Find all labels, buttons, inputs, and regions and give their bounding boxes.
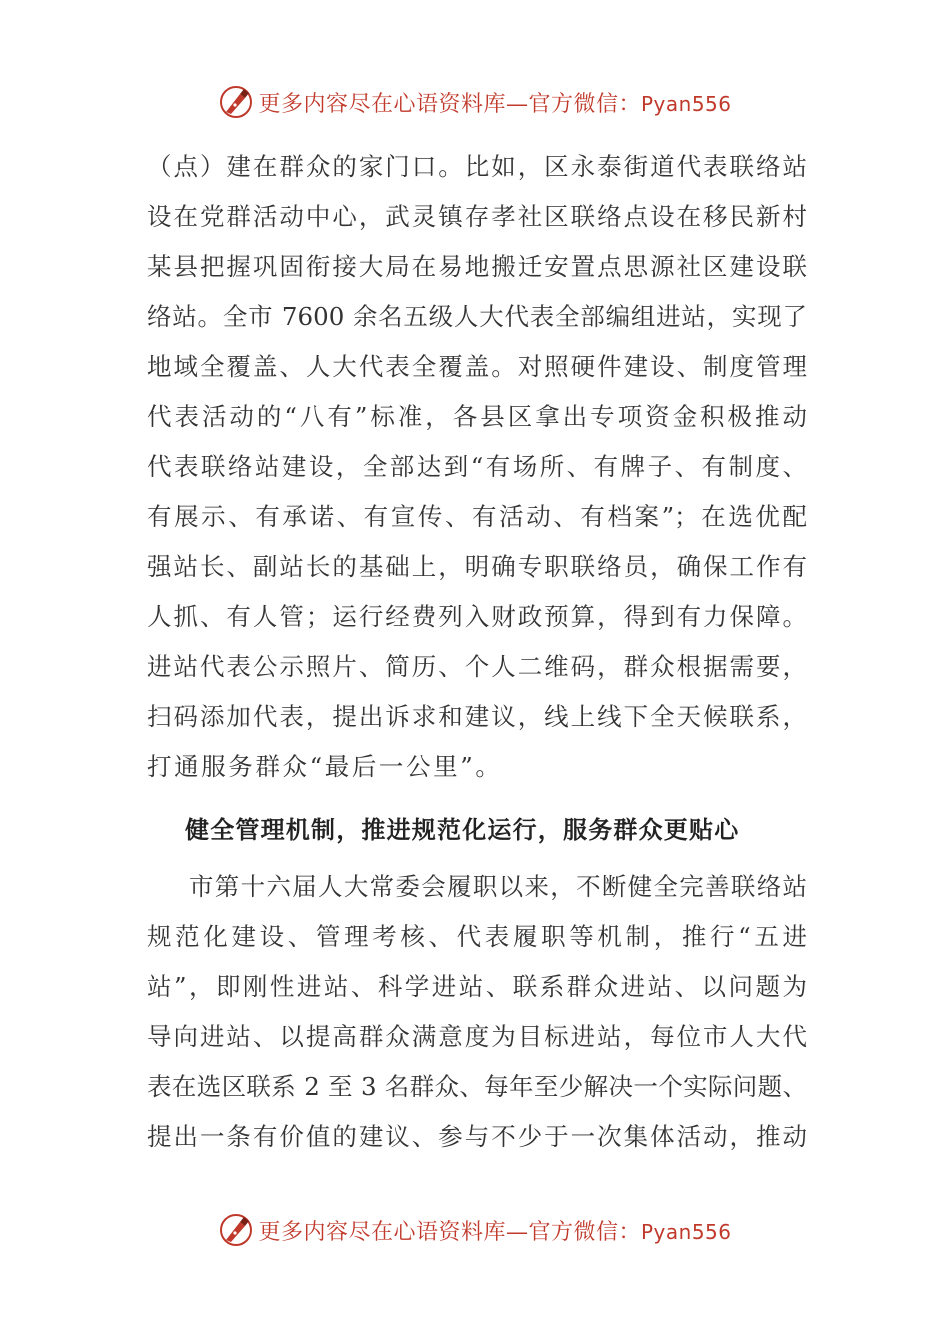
text-line: 站”，即刚性进站、科学进站、联系群众进站、以问题为 bbox=[147, 972, 807, 1001]
text-line: （点）建在群众的家门口。比如，区永泰街道代表联络站 bbox=[147, 152, 807, 181]
text-line: 络站。全市 7600 余名五级人大代表全部编组进站，实现了 bbox=[147, 302, 807, 331]
text-line: 代表活动的“八有”标准，各县区拿出专项资金积极推动 bbox=[147, 402, 807, 431]
text-line: 地域全覆盖、人大代表全覆盖。对照硬件建设、制度管理 bbox=[147, 352, 807, 381]
text-line: 导向进站、以提高群众满意度为目标进站，每位市人大代 bbox=[147, 1022, 807, 1051]
text-line: 人抓、有人管；运行经费列入财政预算，得到有力保障。 bbox=[147, 602, 807, 631]
header-text bbox=[258, 87, 731, 118]
text-line: 打通服务群众“最后一公里”。 bbox=[147, 752, 503, 781]
footer-site-text: 更多内容尽在心语资料库—官方微信： bbox=[258, 1219, 641, 1245]
text-line: 某县把握巩固衔接大局在易地搬迁安置点思源社区建设联 bbox=[147, 252, 807, 281]
section-heading: 健全管理机制，推进规范化运行，服务群众更贴心 bbox=[185, 816, 740, 844]
header-banner bbox=[0, 80, 950, 124]
text-line: 进站代表公示照片、简历、个人二维码，群众根据需要， bbox=[147, 652, 807, 681]
paragraph-1 bbox=[147, 142, 807, 792]
text-line: 扫码添加代表，提出诉求和建议，线上线下全天候联系， bbox=[147, 702, 807, 731]
paragraph-2 bbox=[147, 862, 807, 1162]
text-line: 强站长、副站长的基础上，明确专职联络员，确保工作有 bbox=[147, 552, 807, 581]
header-wechat-id: Pyan556 bbox=[641, 91, 732, 116]
header-site-text: 更多内容尽在心语资料库—官方微信： bbox=[258, 91, 641, 117]
pen-nib-circle-icon bbox=[218, 84, 254, 120]
text-line: 市第十六届人大常委会履职以来，不断健全完善联络站 bbox=[189, 872, 807, 901]
text-line: 设在党群活动中心，武灵镇存孝社区联络点设在移民新村 bbox=[147, 202, 807, 231]
text-line: 有展示、有承诺、有宣传、有活动、有档案”；在选优配 bbox=[147, 502, 807, 531]
footer-banner bbox=[0, 1208, 950, 1252]
pen-nib-circle-icon bbox=[218, 1212, 254, 1248]
text-line: 表在选区联系 2 至 3 名群众、每年至少解决一个实际问题、 bbox=[147, 1072, 807, 1101]
document-body bbox=[147, 142, 807, 1162]
text-line: 规范化建设、管理考核、代表履职等机制，推行“五进 bbox=[147, 922, 807, 951]
text-line: 代表联络站建设，全部达到“有场所、有牌子、有制度、 bbox=[147, 452, 807, 481]
footer-text bbox=[258, 1215, 731, 1246]
text-line: 提出一条有价值的建议、参与不少于一次集体活动，推动 bbox=[147, 1122, 807, 1151]
footer-wechat-id: Pyan556 bbox=[641, 1219, 732, 1244]
